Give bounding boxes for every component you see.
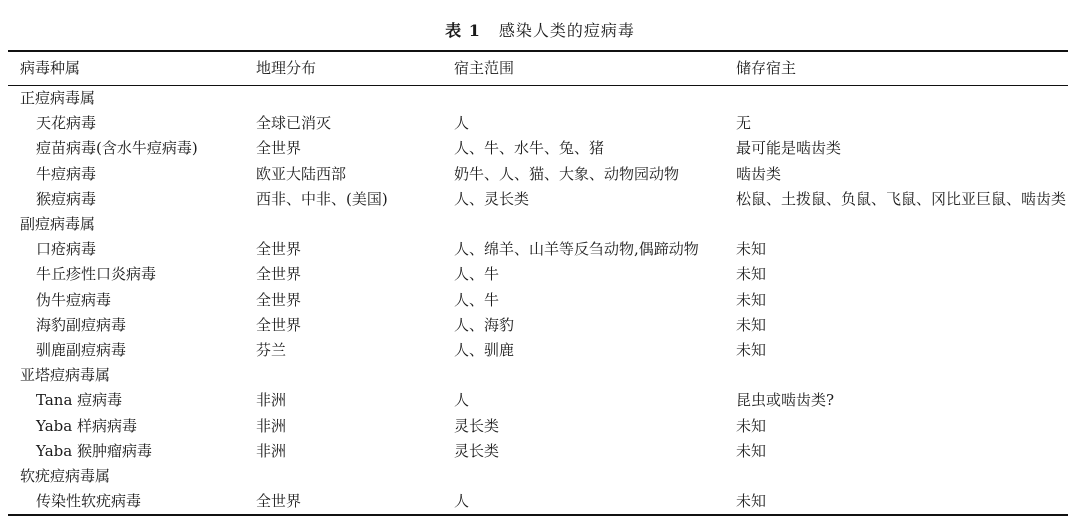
- distribution-cell: 西非、中非、(美国): [256, 189, 388, 208]
- table-header-row: [0, 57, 1080, 81]
- genus-row: [0, 86, 1080, 110]
- header-distribution: 地理分布: [256, 59, 317, 77]
- table-row: [0, 439, 1080, 463]
- host-range-cell: 人、绵羊、山羊等反刍动物,偶蹄动物: [454, 240, 699, 259]
- virus-name: 痘苗病毒(含水牛痘病毒): [36, 139, 198, 158]
- reservoir-cell: 未知: [736, 315, 767, 334]
- reservoir-cell: 未知: [736, 416, 767, 435]
- host-range-cell: 灵长类: [454, 416, 500, 435]
- reservoir-cell: 无: [736, 114, 752, 133]
- virus-name: 驯鹿副痘病毒: [36, 341, 127, 359]
- reservoir-cell: 未知: [736, 441, 767, 460]
- distribution-cell: 全球已消灭: [256, 114, 332, 133]
- host-range-cell: 人、驯鹿: [454, 341, 515, 359]
- host-range-cell: 人: [454, 114, 470, 133]
- table-row: [0, 162, 1080, 186]
- host-range-cell: 人、灵长类: [454, 189, 530, 208]
- table-top-rule: [8, 50, 1068, 52]
- virus-name: 天花病毒: [36, 114, 97, 133]
- table-bottom-rule: [8, 514, 1068, 516]
- table-row: [0, 313, 1080, 337]
- table-row: [0, 262, 1080, 286]
- table-caption: [0, 18, 1080, 41]
- virus-name: 牛丘疹性口炎病毒: [36, 265, 157, 284]
- distribution-cell: 全世界: [256, 265, 302, 284]
- table-row: [0, 111, 1080, 135]
- reservoir-cell: 未知: [736, 341, 767, 359]
- host-range-cell: 人、海豹: [454, 315, 515, 334]
- distribution-cell: 非洲: [256, 416, 287, 435]
- header-reservoir: 储存宿主: [736, 59, 797, 77]
- reservoir-cell: 昆虫或啮齿类?: [736, 391, 835, 410]
- table-row: [0, 288, 1080, 312]
- host-range-cell: 人、牛: [454, 290, 500, 309]
- reservoir-cell: 最可能是啮齿类: [736, 139, 842, 158]
- reservoir-cell: 未知: [736, 492, 767, 511]
- distribution-cell: 欧亚大陆西部: [256, 164, 347, 183]
- host-range-cell: 人、牛: [454, 265, 500, 284]
- virus-name: 传染性软疣病毒: [36, 492, 142, 511]
- table-row: [0, 388, 1080, 412]
- distribution-cell: 非洲: [256, 441, 287, 460]
- header-host-range: 宿主范围: [454, 59, 515, 77]
- virus-name: Tana 痘病毒: [36, 391, 123, 410]
- virus-name: Yaba 猴肿瘤病毒: [36, 441, 152, 460]
- host-range-cell: 人: [454, 391, 470, 410]
- genus-name: 亚塔痘病毒属: [20, 366, 111, 385]
- host-range-cell: 人、牛、水牛、兔、猪: [454, 139, 605, 158]
- reservoir-cell: 未知: [736, 240, 767, 259]
- distribution-cell: 全世界: [256, 290, 302, 309]
- host-range-cell: 奶牛、人、猫、大象、动物园动物: [454, 164, 680, 183]
- reservoir-cell: 未知: [736, 265, 767, 284]
- virus-name: 猴痘病毒: [36, 189, 97, 208]
- genus-name: 软疣痘病毒属: [20, 467, 111, 485]
- host-range-cell: 灵长类: [454, 441, 500, 460]
- distribution-cell: 非洲: [256, 391, 287, 410]
- distribution-cell: 全世界: [256, 492, 302, 511]
- genus-row: [0, 212, 1080, 236]
- genus-row: [0, 464, 1080, 488]
- reservoir-cell: 啮齿类: [736, 164, 782, 183]
- virus-name: 海豹副痘病毒: [36, 315, 127, 334]
- table-number: 表 1: [445, 21, 481, 40]
- virus-name: Yaba 样病病毒: [36, 416, 137, 435]
- distribution-cell: 全世界: [256, 315, 302, 334]
- table-row: [0, 338, 1080, 362]
- genus-name: 副痘病毒属: [20, 215, 96, 233]
- genus-row: [0, 363, 1080, 387]
- virus-name: 伪牛痘病毒: [36, 290, 112, 309]
- virus-name: 口疮病毒: [36, 240, 97, 259]
- table-title: 感染人类的痘病毒: [498, 21, 635, 40]
- genus-name: 正痘病毒属: [20, 89, 96, 107]
- distribution-cell: 全世界: [256, 139, 302, 158]
- table-row: [0, 187, 1080, 211]
- distribution-cell: 芬兰: [256, 341, 287, 359]
- table-row: [0, 414, 1080, 438]
- distribution-cell: 全世界: [256, 240, 302, 259]
- reservoir-cell: 未知: [736, 290, 767, 309]
- table-row: [0, 136, 1080, 160]
- reservoir-cell: 松鼠、土拨鼠、负鼠、飞鼠、冈比亚巨鼠、啮齿类: [736, 189, 1067, 208]
- table-row: [0, 489, 1080, 513]
- host-range-cell: 人: [454, 492, 470, 511]
- virus-name: 牛痘病毒: [36, 164, 97, 183]
- header-virus: 病毒种属: [20, 59, 81, 77]
- table-row: [0, 237, 1080, 261]
